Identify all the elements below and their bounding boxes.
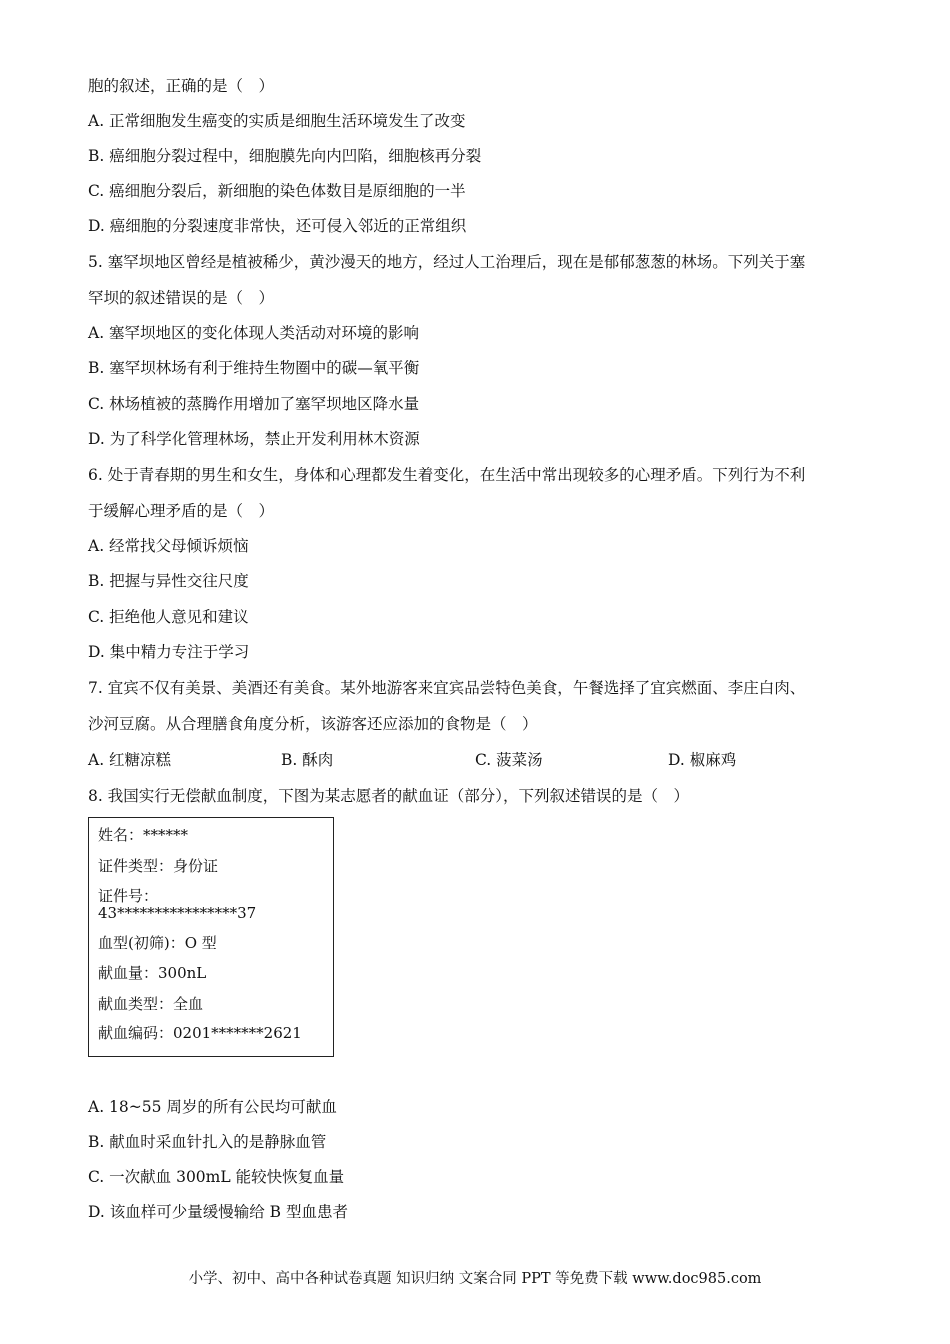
q6-stem-line1: 6. 处于青春期的男生和女生，身体和心理都发生着变化，在生活中常出现较多的心理矛盾。下列行为不利 [88, 466, 806, 484]
q6-option-c: C. 拒绝他人意见和建议 [88, 608, 249, 626]
q8-stem: 8. 我国实行无偿献血制度，下图为某志愿者的献血证（部分），下列叙述错误的是（ ） [88, 787, 689, 805]
q7-option-a: A. 红糖凉糕 [88, 751, 172, 769]
blood-donation-certificate [88, 817, 334, 1057]
q5-option-a: A. 塞罕坝地区的变化体现人类活动对环境的影响 [88, 324, 420, 342]
q4-option-d: D. 癌细胞的分裂速度非常快，还可侵入邻近的正常组织 [88, 217, 467, 235]
q7-option-d: D. 椒麻鸡 [668, 751, 737, 769]
q5-option-b: B. 塞罕坝林场有利于维持生物圈中的碳—氧平衡 [88, 359, 420, 377]
q5-option-c: C. 林场植被的蒸腾作用增加了塞罕坝地区降水量 [88, 395, 420, 413]
q6-option-d: D. 集中精力专注于学习 [88, 643, 250, 661]
q7-stem-line2: 沙河豆腐。从合理膳食角度分析，该游客还应添加的食物是（ ） [88, 715, 538, 733]
q4-option-c: C. 癌细胞分裂后，新细胞的染色体数目是原细胞的一半 [88, 182, 466, 200]
q8-option-b: B. 献血时采血针扎入的是静脉血管 [88, 1133, 327, 1151]
q8-option-d: D. 该血样可少量缓慢输给 B 型血患者 [88, 1203, 348, 1221]
q4-option-a: A. 正常细胞发生癌变的实质是细胞生活环境发生了改变 [88, 112, 466, 130]
q8-option-a: A. 18~55 周岁的所有公民均可献血 [88, 1098, 337, 1116]
q6-stem-line2: 于缓解心理矛盾的是（ ） [88, 502, 275, 520]
q5-stem-line2: 罕坝的叙述错误的是（ ） [88, 289, 275, 307]
q4-option-b: B. 癌细胞分裂过程中，细胞膜先向内凹陷，细胞核再分裂 [88, 147, 482, 165]
q7-options-row [88, 750, 848, 770]
card-code-line: 献血编码：0201*******2621 [98, 1024, 302, 1042]
card-id-number: 43****************37 [98, 904, 257, 922]
q4-stem-tail: 胞的叙述，正确的是（ ） [88, 77, 275, 95]
card-name-line: 姓名：****** [98, 826, 189, 844]
q5-stem-line1: 5. 塞罕坝地区曾经是植被稀少，黄沙漫天的地方，经过人工治理后，现在是郁郁葱葱的林场。下列关于塞 [88, 253, 806, 271]
q5-option-d: D. 为了科学化管理林场，禁止开发利用林木资源 [88, 430, 420, 448]
card-id-label: 证件号： [98, 887, 159, 905]
card-donation-type-line: 献血类型：全血 [98, 995, 204, 1013]
card-id-type-line: 证件类型：身份证 [98, 857, 219, 875]
card-blood-type-line: 血型(初筛)：O 型 [98, 934, 217, 952]
page-footer: 小学、初中、高中各种试卷真题 知识归纳 文案合同 PPT 等免费下载 www.doc985.com [188, 1271, 762, 1287]
q7-option-b: B. 酥肉 [281, 751, 334, 769]
q6-option-b: B. 把握与异性交往尺度 [88, 572, 249, 590]
q7-stem-line1: 7. 宜宾不仅有美景、美酒还有美食。某外地游客来宜宾品尝特色美食，午餐选择了宜宾燃面、李庄白肉、 [88, 679, 806, 697]
q7-option-c: C. 菠菜汤 [475, 751, 543, 769]
q8-option-c: C. 一次献血 300mL 能较快恢复血量 [88, 1168, 345, 1186]
card-volume-line: 献血量：300nL [98, 964, 207, 982]
q6-option-a: A. 经常找父母倾诉烦恼 [88, 537, 249, 555]
